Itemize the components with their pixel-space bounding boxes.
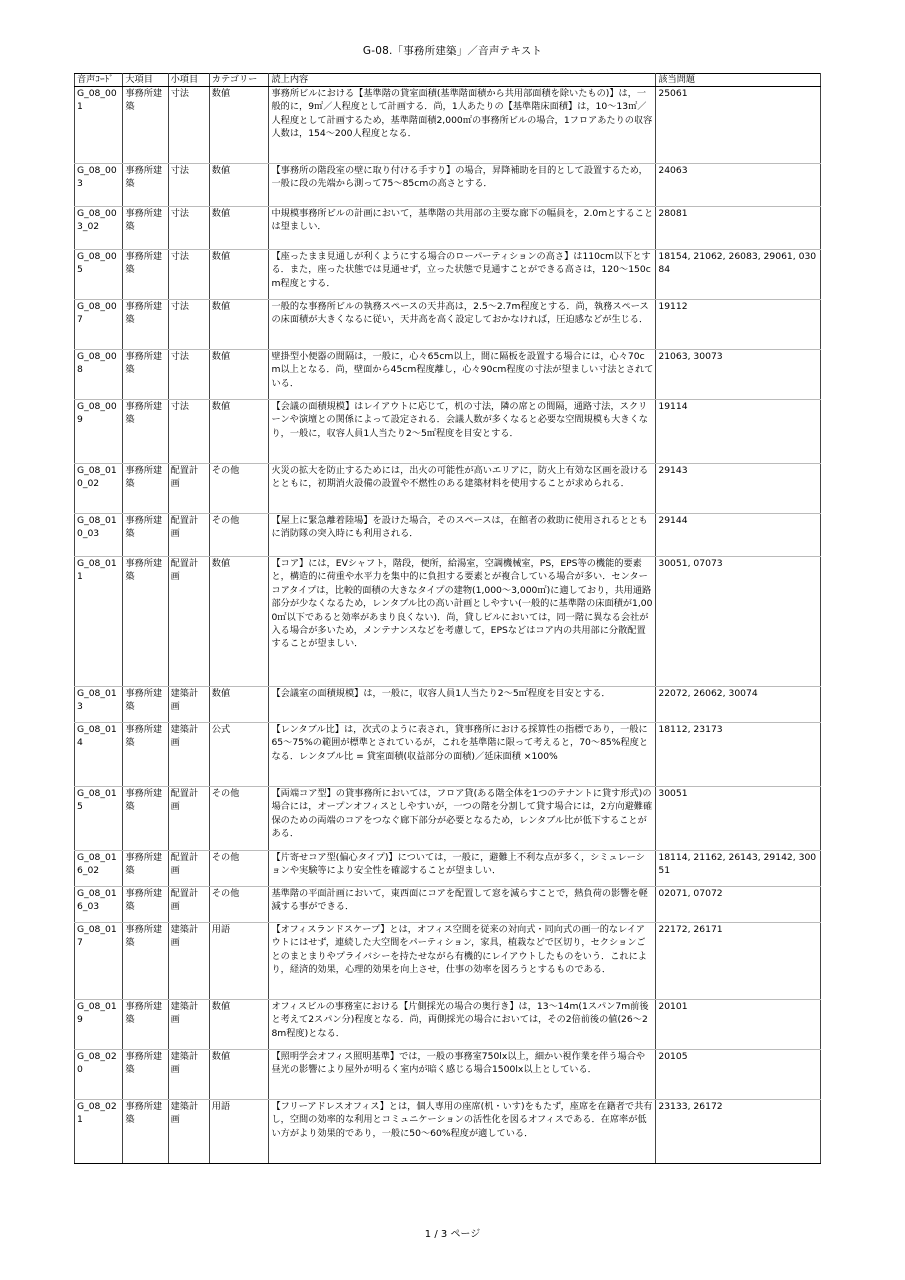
cell-code: G_08_020 [75,1050,123,1100]
cell-reading: 【会議の面積規模】はレイアウトに応じて，机の寸法，隣の席との間隔，通路寸法，スクリーンや演壇との関係によって設定される．会議人数が多くなると必要な空間規模も大きくなり，一般に，収容人員1人当たり2～5㎡程度を目安とする． [269,400,656,464]
cell-code: G_08_010_03 [75,514,123,557]
cell-reading: 中規模事務所ビルの計画において，基準階の共用部の主要な廊下の幅員を，2.0mとすることは望ましい． [269,207,656,250]
cell-large: 事務所建築 [123,1000,168,1050]
cell-small: 建築計画 [168,723,209,787]
cell-reading: 【事務所の階段室の壁に取り付ける手すり】の場合，昇降補助を目的として設置するため，一般に段の先端から測って75～85cmの高さとする． [269,164,656,207]
cell-category: その他 [209,787,269,851]
cell-category: 公式 [209,723,269,787]
header-category: カテゴリー [209,74,269,87]
cell-small: 建築計画 [168,923,209,1000]
table-row [75,300,821,350]
header-reading: 読上内容 [269,74,656,87]
cell-category: 数値 [209,400,269,464]
cell-large: 事務所建築 [123,723,168,787]
cell-small: 建築計画 [168,1050,209,1100]
cell-questions: 02071, 07072 [656,887,821,923]
table-row [75,400,821,464]
cell-small: 配置計画 [168,464,209,514]
cell-large: 事務所建築 [123,1100,168,1164]
cell-questions: 18114, 21162, 26143, 29142, 30051 [656,851,821,887]
cell-small: 配置計画 [168,557,209,687]
cell-questions: 28081 [656,207,821,250]
table-row [75,923,821,1000]
cell-large: 事務所建築 [123,250,168,300]
table-row [75,1000,821,1050]
cell-questions: 30051, 07073 [656,557,821,687]
cell-code: G_08_011 [75,557,123,687]
cell-small: 寸法 [168,300,209,350]
cell-category: 数値 [209,557,269,687]
cell-questions: 18154, 21062, 26083, 29061, 03084 [656,250,821,300]
cell-reading: 一般的な事務所ビルの執務スペースの天井高は，2.5～2.7m程度とする．尚，執務スペースの床面積が大きくなるに従い，天井高を高く設定しておかなければ，圧迫感などが生じる． [269,300,656,350]
page-title: G-08.「事務所建築」／音声テキスト [362,45,543,57]
cell-small: 寸法 [168,250,209,300]
cell-category: その他 [209,514,269,557]
cell-small: 配置計画 [168,787,209,851]
table-row [75,1100,821,1164]
cell-large: 事務所建築 [123,1050,168,1100]
cell-code: G_08_015 [75,787,123,851]
cell-category: 用語 [209,923,269,1000]
cell-questions: 23133, 26172 [656,1100,821,1164]
cell-reading: 【両端コア型】の貸事務所においては，フロア貸(ある階全体を1つのテナントに貸す形式)の場合には，オープンオフィスとしやすいが，一つの階を分割して貸す場合には，2方向避難確保のための両端のコアをつなぐ廊下部分が必要となるため，レンタブル比が低下することがある． [269,787,656,851]
cell-questions: 19112 [656,300,821,350]
cell-reading: 壁掛型小便器の間隔は，一般に，心々65cm以上，間に隔板を設置する場合には，心々70cm以上となる．尚，壁面から45cm程度離し，心々90cm程度の寸法が望ましい寸法とされている． [269,350,656,400]
cell-large: 事務所建築 [123,787,168,851]
table-row [75,464,821,514]
cell-reading: 【会議室の面積規模】は，一般に，収容人員1人当たり2～5㎡程度を目安とする． [269,687,656,723]
cell-category: 数値 [209,687,269,723]
cell-large: 事務所建築 [123,514,168,557]
audio-text-table [74,73,821,1164]
cell-small: 建築計画 [168,1000,209,1050]
cell-code: G_08_008 [75,350,123,400]
cell-large: 事務所建築 [123,207,168,250]
cell-large: 事務所建築 [123,851,168,887]
cell-category: 数値 [209,164,269,207]
cell-category: 数値 [209,300,269,350]
cell-questions: 25061 [656,87,821,164]
cell-category: その他 [209,464,269,514]
cell-code: G_08_021 [75,1100,123,1164]
cell-code: G_08_007 [75,300,123,350]
table-row [75,207,821,250]
table-row [75,87,821,164]
cell-small: 配置計画 [168,851,209,887]
cell-reading: 【オフィスランドスケープ】とは，オフィス空間を従来の対向式・同向式の画一的なレイアウトにはせず，連続した大空間をパーティション，家具，植栽などで区切り，セクションごとのまとまりやプライバシーを持たせながら有機的にレイアウトしたものをいう．これにより，経済的効果，心理的効果を向上させ，仕事の効率を図ろうとするものである． [269,923,656,1000]
cell-small: 建築計画 [168,687,209,723]
cell-large: 事務所建築 [123,400,168,464]
cell-code: G_08_019 [75,1000,123,1050]
page-number: 1 / 3 ページ [424,1229,481,1240]
cell-small: 寸法 [168,400,209,464]
cell-reading: 火災の拡大を防止するためには，出火の可能性が高いエリアに，防火上有効な区画を設けるとともに，初期消火設備の設置や不燃性のある建築材料を使用することが求められる． [269,464,656,514]
cell-questions: 20105 [656,1050,821,1100]
cell-large: 事務所建築 [123,350,168,400]
cell-small: 寸法 [168,87,209,164]
cell-category: 数値 [209,87,269,164]
cell-small: 寸法 [168,207,209,250]
cell-category: 用語 [209,1100,269,1164]
cell-reading: 【照明学会オフィス照明基準】では，一般の事務室750lx以上，細かい視作業を伴う場合や昼光の影響により屋外が明るく室内が暗く感じる場合1500lx以上としている． [269,1050,656,1100]
cell-questions: 29144 [656,514,821,557]
cell-questions: 18112, 23173 [656,723,821,787]
cell-small: 建築計画 [168,1100,209,1164]
table-row [75,787,821,851]
cell-reading: オフィスビルの事務室における【片側採光の場合の奥行き】は，13～14m(1スパン7m前後と考えて2スパン分)程度となる．尚，両側採光の場合においては，その2倍前後の値(26～28m程度)となる． [269,1000,656,1050]
cell-reading: 【コア】には，EVシャフト，階段，便所，給湯室，空調機械室，PS，EPS等の機能的要素と，構造的に荷重や水平力を集中的に負担する要素とが複合している場合が多い．センターコアタイプは，比較的面積の大きなタイプの建物(1,000～3,000㎡)に適しており，共用通路部分が少なくなるため，レンタブル比の高い計画としやすい(一般的に基準階の床面積が1,000㎡以下であると効率があまり良くない)．尚，貸しビルにおいては，同一階に異なる会社が入る場合が多いため，メンテナンスなどを考慮して，EPSなどはコア内の共用部に分散配置することが望ましい． [269,557,656,687]
cell-questions: 24063 [656,164,821,207]
table-row [75,851,821,887]
cell-large: 事務所建築 [123,164,168,207]
table-row [75,164,821,207]
table-row [75,514,821,557]
cell-code: G_08_009 [75,400,123,464]
cell-reading: 【座ったまま見通しが利くようにする場合のローパーティションの高さ】は110cm以下とする．また，座った状態では見通せず，立った状態で見通すことができる高さは，120～150cm程度とする． [269,250,656,300]
cell-large: 事務所建築 [123,87,168,164]
cell-code: G_08_013 [75,687,123,723]
cell-questions: 20101 [656,1000,821,1050]
cell-questions: 22072, 26062, 30074 [656,687,821,723]
cell-category: 数値 [209,1000,269,1050]
cell-reading: 基準階の平面計画において，東西面にコアを配置して窓を減らすことで，熱負荷の影響を軽減する事ができる． [269,887,656,923]
cell-large: 事務所建築 [123,464,168,514]
cell-reading: 【屋上に緊急離着陸場】を設けた場合，そのスペースは，在館者の救助に使用されるとともに消防隊の突入時にも利用される． [269,514,656,557]
cell-category: 数値 [209,207,269,250]
cell-large: 事務所建築 [123,300,168,350]
cell-reading: 【レンタブル比】は，次式のように表され，貸事務所における採算性の指標であり，一般に65～75%の範囲が標準とされているが，これを基準階に限って考えると，70～85%程度となる．レンタブル比 = 貸室面積(収益部分の面積)／延床面積 ×100% [269,723,656,787]
cell-small: 配置計画 [168,887,209,923]
cell-questions: 30051 [656,787,821,851]
cell-code: G_08_017 [75,923,123,1000]
cell-category: 数値 [209,350,269,400]
table-row [75,723,821,787]
cell-category: 数値 [209,1050,269,1100]
cell-questions: 19114 [656,400,821,464]
header-questions: 該当問題 [656,74,821,87]
cell-large: 事務所建築 [123,687,168,723]
table-row [75,1050,821,1100]
header-small: 小項目 [168,74,209,87]
cell-category: 数値 [209,250,269,300]
cell-code: G_08_005 [75,250,123,300]
table-row [75,350,821,400]
cell-code: G_08_003_02 [75,207,123,250]
cell-large: 事務所建築 [123,887,168,923]
header-large: 大項目 [123,74,168,87]
cell-code: G_08_016_02 [75,851,123,887]
cell-large: 事務所建築 [123,923,168,1000]
cell-code: G_08_003 [75,164,123,207]
cell-questions: 29143 [656,464,821,514]
cell-category: その他 [209,887,269,923]
table-row [75,250,821,300]
cell-reading: 【フリーアドレスオフィス】とは，個人専用の座席(机・いす)をもたず，座席を在籍者で共有し，空間の効率的な利用とコミュニケーションの活性化を図るオフィスである．在席率が低い方がより効果的であり，一般に50～60%程度が適している． [269,1100,656,1164]
cell-small: 配置計画 [168,514,209,557]
table-header-row [75,74,821,87]
cell-code: G_08_001 [75,87,123,164]
cell-small: 寸法 [168,164,209,207]
cell-code: G_08_016_03 [75,887,123,923]
cell-large: 事務所建築 [123,557,168,687]
cell-questions: 21063, 30073 [656,350,821,400]
cell-questions: 22172, 26171 [656,923,821,1000]
cell-category: その他 [209,851,269,887]
table-row [75,887,821,923]
cell-code: G_08_010_02 [75,464,123,514]
cell-code: G_08_014 [75,723,123,787]
cell-reading: 事務所ビルにおける【基準階の貸室面積(基準階面積から共用部面積を除いたもの)】は，一般的に，9㎡／人程度として計画する．尚，1人あたりの【基準階床面積】は，10～13㎡／人程度として計画するため，基準階面積2,000㎡の事務所ビルの場合，1フロアあたりの収容人数は，154～200人程度となる． [269,87,656,164]
table-row [75,557,821,687]
cell-reading: 【片寄せコア型(偏心タイプ)】については，一般に，避難上不利な点が多く，シミュレーションや実験等により安全性を確認することが望ましい． [269,851,656,887]
table-row [75,687,821,723]
header-code: 音声ｺｰﾄﾞ [75,74,123,87]
cell-small: 寸法 [168,350,209,400]
